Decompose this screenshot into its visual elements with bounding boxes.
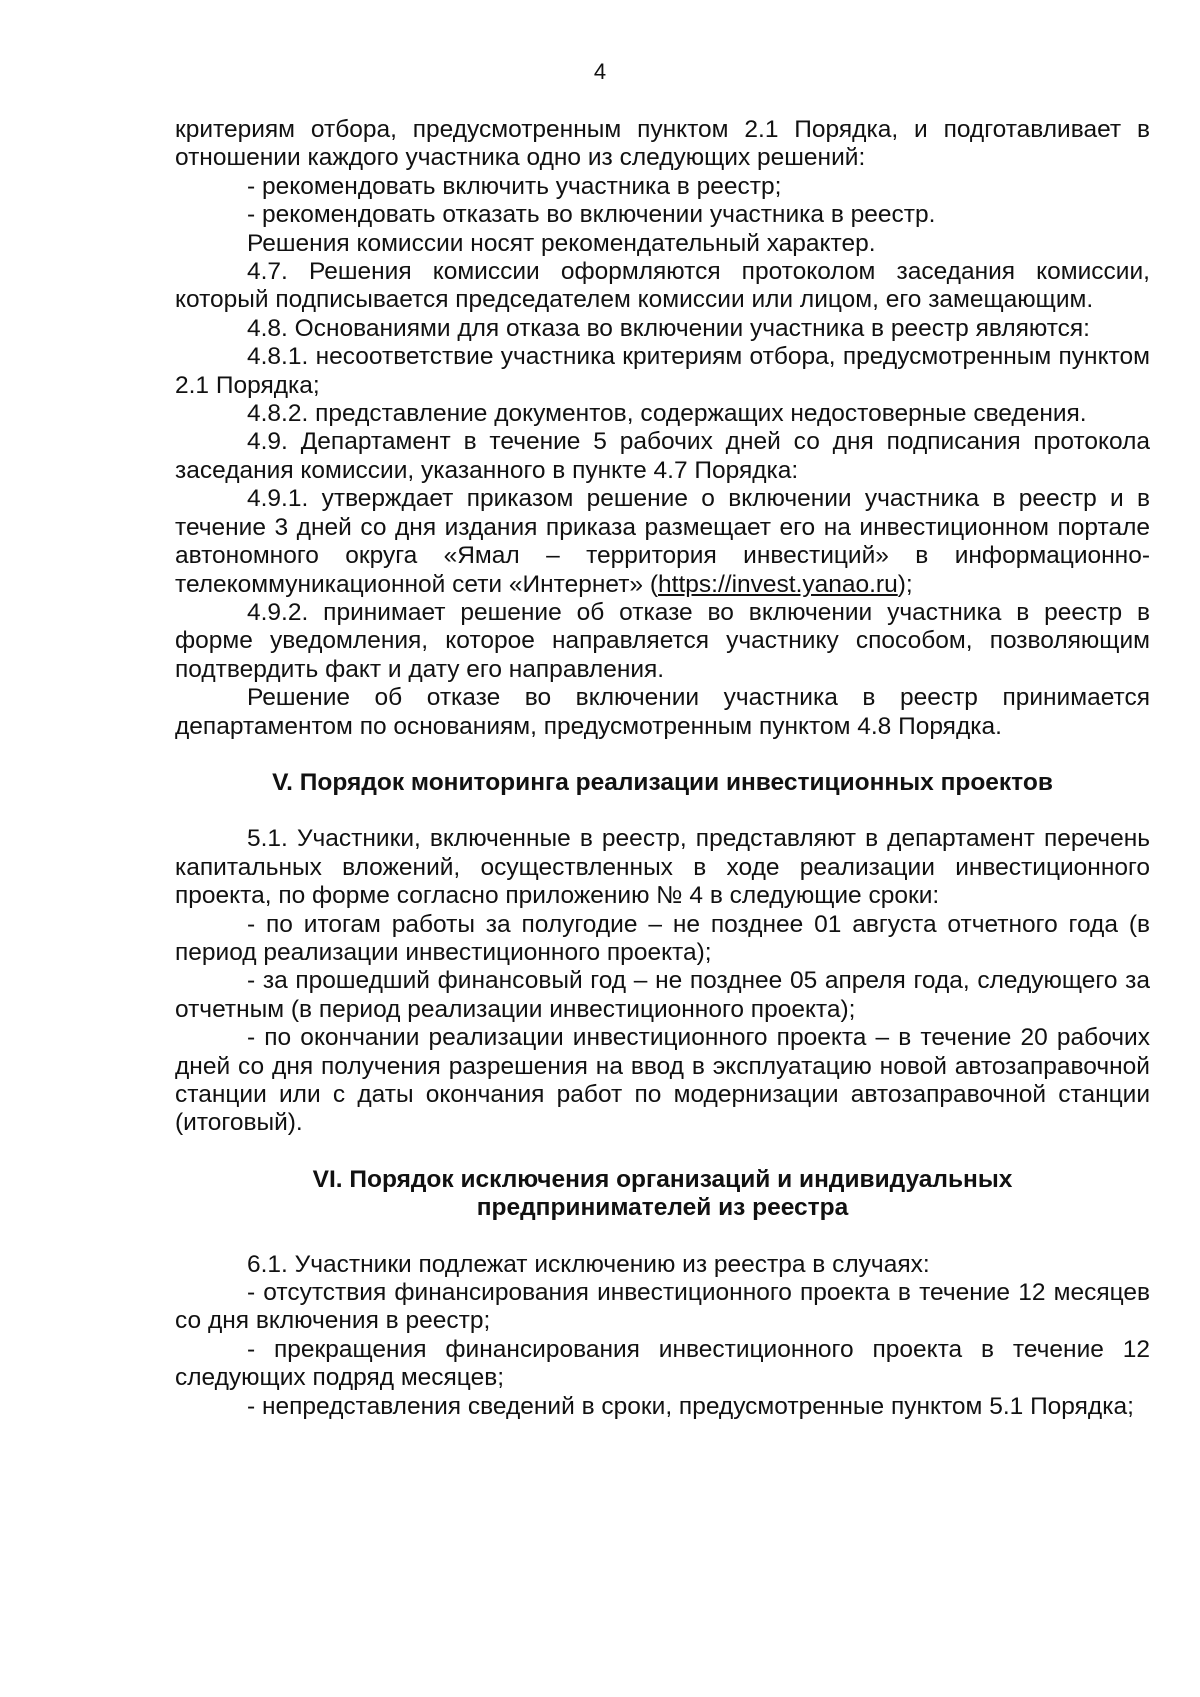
paragraph-no-reporting: - непредставления сведений в сроки, предусмотренные пунктом 5.1 Порядка; (247, 1392, 1134, 1420)
paragraph-4-9-1-tail: ); (897, 570, 913, 598)
paragraph-continuation: критериям отбора, предусмотренным пунктом 2.1 Порядка, и подготавливает в отношении каждого участника одно из следующих решений: (175, 116, 1150, 172)
section-6-heading (175, 1166, 1150, 1223)
paragraph-financing-stopped: - прекращения финансирования инвестиционного проекта в течение 12 следующих подряд месяцев; (175, 1335, 1150, 1392)
paragraph-6-1: 6.1. Участники подлежат исключению из реестра в случаях: (247, 1250, 930, 1278)
paragraph-financial-year: - за прошедший финансовый год – не позднее 05 апреля года, следующего за отчетным (в период реализации инвестиционного проекта); (175, 967, 1150, 1023)
paragraph-recommend-refuse: - рекомендовать отказать во включении участника в реестр. (247, 201, 936, 229)
paragraph-5-1: 5.1. Участники, включенные в реестр, представляют в департамент перечень капитальных вложений, осуществленных в ходе реализации инвестиционного проекта, по форме согласно приложению № 4 в следующие сроки: (175, 825, 1150, 910)
paragraph-4-8: 4.8. Основаниями для отказа во включении участника в реестр являются: (247, 314, 1090, 342)
paragraph-4-9-2: 4.9.2. принимает решение об отказе во включении участника в реестр в форме уведомления, которое направляется участнику способом, позволяющим подтвердить факт и дату его направления. (175, 598, 1150, 683)
invest-portal-link[interactable]: https://invest.yanao.ru (658, 570, 898, 598)
paragraph-4-8-1: 4.8.1. несоответствие участника критериям отбора, предусмотренным пунктом 2.1 Порядка; (175, 343, 1150, 399)
paragraph-half-year: - по итогам работы за полугодие – не позднее 01 августа отчетного года (в период реализации инвестиционного проекта); (175, 910, 1150, 966)
section-5-heading: V. Порядок мониторинга реализации инвестиционных проектов (272, 768, 1053, 796)
paragraph-no-financing: - отсутствия финансирования инвестиционного проекта в течение 12 месяцев со дня включения в реестр; (175, 1279, 1150, 1335)
section-6-heading-line-1: VI. Порядок исключения организаций и индивидуальных (312, 1165, 1013, 1193)
paragraph-4-9-1 (175, 485, 1150, 599)
paragraph-refusal-decision: Решение об отказе во включении участника в реестр принимается департаментом по основаниям, предусмотренным пунктом 4.8 Порядка. (175, 684, 1150, 740)
paragraph-advisory: Решения комиссии носят рекомендательный характер. (247, 229, 876, 257)
paragraph-recommend-include: - рекомендовать включить участника в реестр; (247, 172, 782, 200)
page-number: 4 (593, 59, 607, 84)
paragraph-4-9: 4.9. Департамент в течение 5 рабочих дней со дня подписания протокола заседания комиссии, указанного в пункте 4.7 Порядка: (175, 428, 1150, 484)
paragraph-4-9-1-text: 4.9.1. утверждает приказом решение о включении участника в реестр и в течение 3 дней со дня издания приказа размещает его на инвестиционном портале автономного округа «Ямал – территория инвестиций» в информационно-телекоммуникационной сети «Интернет» ( (175, 485, 1150, 598)
paragraph-4-7: 4.7. Решения комиссии оформляются протоколом заседания комиссии, который подписывается председателем комиссии или лицом, его замещающим. (175, 258, 1150, 314)
document-body (175, 116, 1150, 1421)
paragraph-4-8-2: 4.8.2. представление документов, содержащих недостоверные сведения. (247, 400, 1087, 428)
section-6-heading-line-2: предпринимателей из реестра (476, 1194, 849, 1222)
paragraph-project-completion: - по окончании реализации инвестиционного проекта – в течение 20 рабочих дней со дня получения разрешения на ввод в эксплуатацию новой автозаправочной станции или с даты окончания работ по модернизации автозаправочной станции (итоговый). (175, 1024, 1150, 1137)
